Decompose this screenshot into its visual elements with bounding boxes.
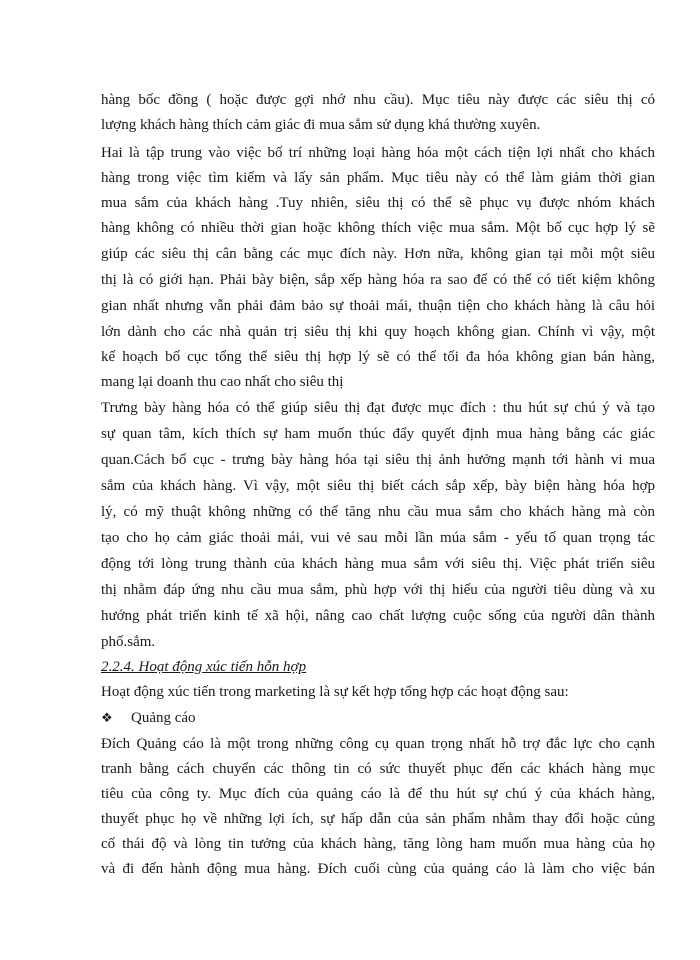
bullet-label: Quảng cáo: [131, 710, 196, 726]
text-line: tạo cho họ cảm giác thoải mái, vui vẻ sau mỗi lần múa sắm - yếu tố quan trọng tác: [101, 530, 655, 546]
text-line: hàng trong việc tìm kiếm và lấy sản phẩm. Mục tiêu này có thể làm giảm thời gian: [101, 170, 655, 186]
text-line: thị là có giới hạn. Phải bày biện, sắp xếp hàng hóa ra sao để có thể có tiết kiệm không: [101, 272, 655, 288]
text-line: gian nhất nhưng vẫn phải đảm bảo sự thoải mái, thuận tiện cho khách hàng là câu hỏi: [101, 298, 655, 314]
text-line: hướng phát triển kinh tế xã hội, nâng cao chất lượng cuộc sống của người dân thành: [101, 608, 655, 624]
text-line: kế hoạch bố cục tổng thể siêu thị hợp lý sẽ có thể tối đa hóa không gian bán hàng,: [101, 349, 655, 365]
section-heading: 2.2.4. Hoạt động xúc tiến hỗn hợp: [101, 659, 307, 675]
text-line: cố thái độ và lòng tin tưởng của khách hàng, tăng lòng ham muốn mua hàng của họ: [101, 836, 655, 852]
text-line: mua sắm của khách hàng .Tuy nhiên, siêu thị có thể sẽ phục vụ được nhóm khách: [101, 195, 655, 211]
text-line: và đi đến hành động mua hàng. Đích cuối cùng của quảng cáo là làm cho việc bán: [101, 861, 655, 877]
text-line: mang lại doanh thu cao nhất cho siêu thị: [101, 374, 344, 390]
text-line: sự quan tâm, kích thích sự ham muốn thúc đẩy quyết định mua hàng bằng các giác: [101, 426, 655, 442]
text-line: sắm của khách hàng. Vì vậy, một siêu thị biết cách sắp xếp, bày biện hàng hóa hợp: [101, 478, 655, 494]
text-line: giúp các siêu thị cân bằng các mục đích này. Hơn nữa, không gian tại mỗi một siêu: [101, 246, 655, 262]
text-line: lượng khách hàng thích cảm giác đi mua sắm sử dụng khá thường xuyên.: [101, 117, 541, 133]
text-line: hàng bốc đồng ( hoặc được gợi nhớ nhu cầu). Mục tiêu này được các siêu thị có: [101, 92, 655, 108]
text-line: lớn dành cho các nhà quản trị siêu thị khi quy hoạch không gian. Chính vì vậy, một: [101, 324, 655, 340]
text-line: phố.sắm.: [101, 634, 156, 650]
text-line: thị nhằm đáp ứng nhu cầu mua sắm, phù hợp với thị hiếu của người tiêu dùng và xu: [101, 582, 655, 598]
text-line: quan.Cách bố cục - trưng bày hàng hóa tại siêu thị ảnh hưởng mạnh tới hành vi mua: [101, 452, 655, 468]
text-line: Đích Quảng cáo là một trong những công cụ quan trọng nhất hỗ trợ đắc lực cho cạnh: [101, 736, 655, 752]
intro-line: Hoạt động xúc tiến trong marketing là sự kết hợp tổng hợp các hoạt động sau:: [101, 684, 569, 700]
text-line: tranh bằng cách chuyển các thông tin có sức thuyết phục đến các khách hàng mục: [101, 761, 655, 777]
text-line: Hai là tập trung vào việc bố trí những loại hàng hóa một cách tiện lợi nhất cho khách: [101, 145, 655, 161]
diamond-bullet-icon: ❖: [101, 710, 113, 725]
text-line: hàng không có nhiều thời gian hoặc không thích việc mua sắm. Một bố cục hợp lý sẽ: [101, 220, 655, 236]
text-line: động tới lòng trung thành của khách hàng mua sắm với siêu thị. Việc phát triển siêu: [101, 556, 655, 572]
text-line: Trưng bày hàng hóa có thể giúp siêu thị đạt được mục đích : thu hút sự chú ý và tạo: [101, 400, 655, 416]
text-line: thuyết phục họ về những lợi ích, sự hấp dẫn của sản phẩm nhằm thay đổi hoặc củng: [101, 811, 655, 827]
text-line: tiêu của công ty. Mục đích của quảng cáo là để thu hút sự chú ý của khách hàng,: [101, 786, 655, 802]
text-line: lý, có mỹ thuật không những có thể tăng nhu cầu mua sắm cho khách hàng mà còn: [101, 504, 655, 520]
